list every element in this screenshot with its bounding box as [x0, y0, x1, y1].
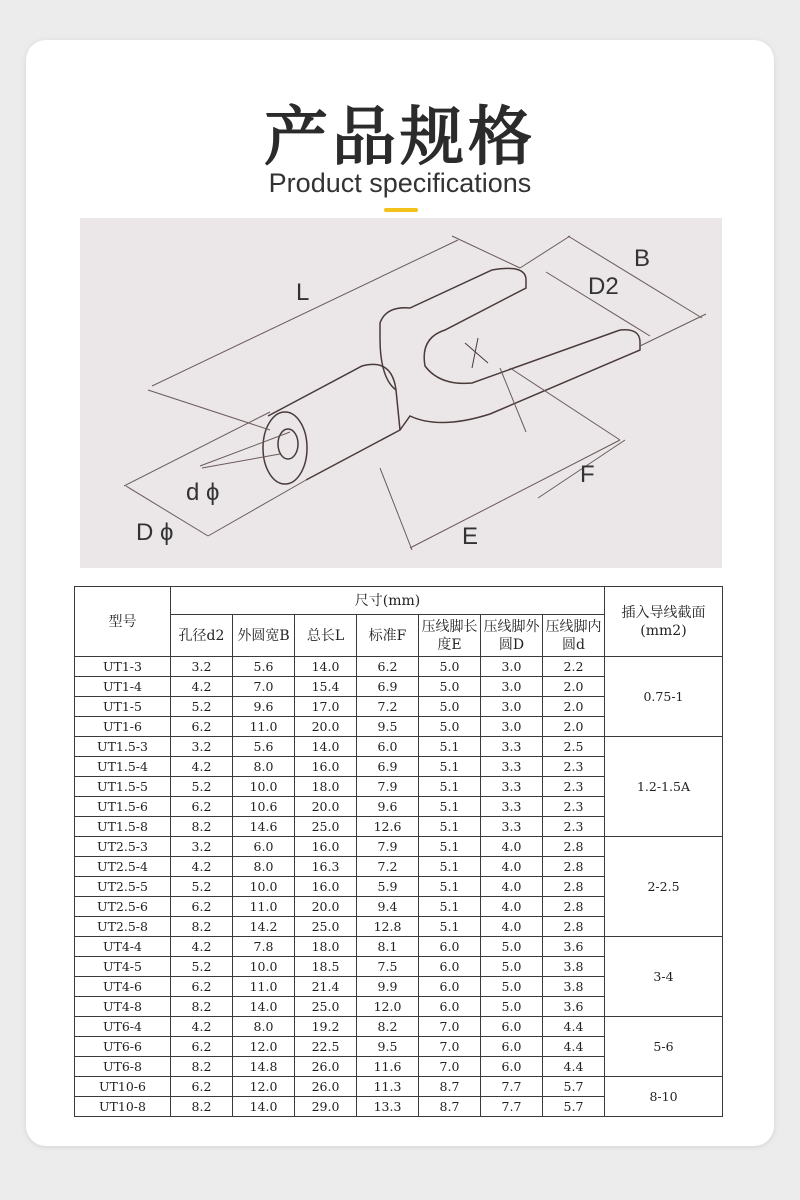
- value-cell: 4.0: [481, 877, 543, 897]
- value-cell: 7.9: [357, 837, 419, 857]
- column-header: 外圆宽B: [233, 615, 295, 657]
- value-cell: 6.0: [481, 1057, 543, 1077]
- value-cell: 15.4: [295, 677, 357, 697]
- value-cell: 20.0: [295, 797, 357, 817]
- column-header: 压线脚长度E: [419, 615, 481, 657]
- dimension-group-header: 尺寸(mm): [171, 587, 605, 615]
- value-cell: 5.1: [419, 757, 481, 777]
- value-cell: 10.0: [233, 957, 295, 977]
- value-cell: 5.7: [543, 1097, 605, 1117]
- value-cell: 5.0: [481, 977, 543, 997]
- value-cell: 4.4: [543, 1017, 605, 1037]
- value-cell: 8.2: [171, 917, 233, 937]
- value-cell: 5.0: [419, 697, 481, 717]
- value-cell: 5.2: [171, 697, 233, 717]
- table-row: [75, 1077, 723, 1097]
- value-cell: 8.2: [171, 1097, 233, 1117]
- column-header: 压线脚外圆D: [481, 615, 543, 657]
- value-cell: 8.2: [171, 817, 233, 837]
- value-cell: 11.0: [233, 897, 295, 917]
- value-cell: 7.2: [357, 857, 419, 877]
- value-cell: 14.0: [295, 657, 357, 677]
- value-cell: 18.0: [295, 937, 357, 957]
- column-header: 孔径d2: [171, 615, 233, 657]
- value-cell: 4.2: [171, 857, 233, 877]
- model-cell: UT1.5-4: [75, 757, 171, 777]
- value-cell: 2.8: [543, 877, 605, 897]
- value-cell: 9.4: [357, 897, 419, 917]
- value-cell: 12.8: [357, 917, 419, 937]
- model-cell: UT4-4: [75, 937, 171, 957]
- label-f: F: [580, 461, 595, 488]
- value-cell: 7.0: [419, 1017, 481, 1037]
- value-cell: 6.9: [357, 677, 419, 697]
- value-cell: 6.0: [419, 977, 481, 997]
- label-b: B: [634, 245, 651, 272]
- value-cell: 11.6: [357, 1057, 419, 1077]
- value-cell: 11.0: [233, 717, 295, 737]
- value-cell: 4.2: [171, 937, 233, 957]
- table-row: [75, 1017, 723, 1037]
- value-cell: 14.8: [233, 1057, 295, 1077]
- value-cell: 6.2: [357, 657, 419, 677]
- value-cell: 16.0: [295, 877, 357, 897]
- wire-section-cell: 8-10: [605, 1077, 723, 1117]
- dimension-line-d-phi: [200, 432, 290, 468]
- value-cell: 29.0: [295, 1097, 357, 1117]
- wire-section-cell: 5-6: [605, 1017, 723, 1077]
- value-cell: 3.2: [171, 657, 233, 677]
- value-cell: 5.0: [419, 677, 481, 697]
- value-cell: 5.6: [233, 657, 295, 677]
- value-cell: 3.2: [171, 837, 233, 857]
- value-cell: 5.2: [171, 877, 233, 897]
- model-cell: UT1.5-5: [75, 777, 171, 797]
- value-cell: 3.8: [543, 957, 605, 977]
- value-cell: 8.7: [419, 1097, 481, 1117]
- model-cell: UT1.5-3: [75, 737, 171, 757]
- wire-section-cell: 2-2.5: [605, 837, 723, 937]
- value-cell: 14.0: [295, 737, 357, 757]
- value-cell: 12.6: [357, 817, 419, 837]
- model-cell: UT10-8: [75, 1097, 171, 1117]
- table-row: [75, 937, 723, 957]
- column-header: 压线脚内圆d: [543, 615, 605, 657]
- value-cell: 20.0: [295, 717, 357, 737]
- value-cell: 3.8: [543, 977, 605, 997]
- value-cell: 8.0: [233, 757, 295, 777]
- value-cell: 2.0: [543, 697, 605, 717]
- value-cell: 16.0: [295, 757, 357, 777]
- value-cell: 2.0: [543, 677, 605, 697]
- value-cell: 7.5: [357, 957, 419, 977]
- value-cell: 5.0: [481, 997, 543, 1017]
- value-cell: 4.4: [543, 1057, 605, 1077]
- model-cell: UT1-6: [75, 717, 171, 737]
- value-cell: 20.0: [295, 897, 357, 917]
- value-cell: 5.1: [419, 877, 481, 897]
- value-cell: 17.0: [295, 697, 357, 717]
- value-cell: 12.0: [233, 1037, 295, 1057]
- value-cell: 3.3: [481, 817, 543, 837]
- value-cell: 9.6: [233, 697, 295, 717]
- fork-terminal-diagram: [80, 218, 722, 568]
- column-header: 总长L: [295, 615, 357, 657]
- model-cell: UT2.5-5: [75, 877, 171, 897]
- value-cell: 5.6: [233, 737, 295, 757]
- value-cell: 8.7: [419, 1077, 481, 1097]
- value-cell: 9.6: [357, 797, 419, 817]
- value-cell: 11.0: [233, 977, 295, 997]
- label-l: L: [296, 279, 310, 306]
- value-cell: 25.0: [295, 817, 357, 837]
- value-cell: 10.6: [233, 797, 295, 817]
- value-cell: 12.0: [357, 997, 419, 1017]
- label-d-phi: d ϕ: [186, 479, 220, 506]
- value-cell: 14.2: [233, 917, 295, 937]
- value-cell: 9.5: [357, 717, 419, 737]
- value-cell: 10.0: [233, 877, 295, 897]
- value-cell: 3.3: [481, 757, 543, 777]
- value-cell: 8.2: [171, 1057, 233, 1077]
- value-cell: 3.0: [481, 657, 543, 677]
- value-cell: 2.8: [543, 917, 605, 937]
- value-cell: 4.4: [543, 1037, 605, 1057]
- barrel-end-ellipse: [263, 412, 307, 484]
- value-cell: 4.0: [481, 917, 543, 937]
- value-cell: 2.3: [543, 797, 605, 817]
- value-cell: 6.0: [419, 937, 481, 957]
- model-cell: UT2.5-6: [75, 897, 171, 917]
- model-cell: UT2.5-8: [75, 917, 171, 937]
- value-cell: 2.8: [543, 857, 605, 877]
- value-cell: 3.6: [543, 997, 605, 1017]
- value-cell: 5.1: [419, 797, 481, 817]
- value-cell: 14.6: [233, 817, 295, 837]
- dimension-line-big-d-phi: [124, 412, 306, 536]
- value-cell: 14.0: [233, 997, 295, 1017]
- value-cell: 6.2: [171, 797, 233, 817]
- value-cell: 25.0: [295, 997, 357, 1017]
- value-cell: 7.2: [357, 697, 419, 717]
- value-cell: 8.2: [171, 997, 233, 1017]
- value-cell: 6.0: [481, 1017, 543, 1037]
- model-cell: UT1-4: [75, 677, 171, 697]
- value-cell: 2.8: [543, 897, 605, 917]
- value-cell: 9.9: [357, 977, 419, 997]
- value-cell: 6.0: [233, 837, 295, 857]
- value-cell: 2.3: [543, 817, 605, 837]
- value-cell: 5.9: [357, 877, 419, 897]
- value-cell: 5.1: [419, 737, 481, 757]
- value-cell: 12.0: [233, 1077, 295, 1097]
- wire-section-cell: 0.75-1: [605, 657, 723, 737]
- value-cell: 5.1: [419, 817, 481, 837]
- model-cell: UT10-6: [75, 1077, 171, 1097]
- value-cell: 6.2: [171, 717, 233, 737]
- value-cell: 5.1: [419, 837, 481, 857]
- value-cell: 8.1: [357, 937, 419, 957]
- label-d2: D2: [588, 273, 619, 300]
- table-row: [75, 837, 723, 857]
- page-title: 产品规格: [264, 101, 536, 175]
- model-cell: UT4-6: [75, 977, 171, 997]
- value-cell: 4.0: [481, 897, 543, 917]
- value-cell: 5.1: [419, 917, 481, 937]
- value-cell: 26.0: [295, 1077, 357, 1097]
- model-cell: UT4-8: [75, 997, 171, 1017]
- value-cell: 5.2: [171, 957, 233, 977]
- value-cell: 7.0: [419, 1057, 481, 1077]
- model-cell: UT1.5-6: [75, 797, 171, 817]
- hole-center-mark: [465, 338, 488, 368]
- value-cell: 6.0: [419, 997, 481, 1017]
- column-header: 标准F: [357, 615, 419, 657]
- value-cell: 4.2: [171, 757, 233, 777]
- value-cell: 4.2: [171, 1017, 233, 1037]
- terminal-dimension-drawing: [80, 218, 722, 568]
- value-cell: 7.8: [233, 937, 295, 957]
- value-cell: 7.0: [419, 1037, 481, 1057]
- spec-table: [74, 586, 723, 1117]
- wire-section-cell: 1.2-1.5A: [605, 737, 723, 837]
- model-cell: UT2.5-3: [75, 837, 171, 857]
- value-cell: 5.2: [171, 777, 233, 797]
- value-cell: 11.3: [357, 1077, 419, 1097]
- value-cell: 6.2: [171, 977, 233, 997]
- value-cell: 16.3: [295, 857, 357, 877]
- value-cell: 3.0: [481, 717, 543, 737]
- value-cell: 6.9: [357, 757, 419, 777]
- value-cell: 8.0: [233, 857, 295, 877]
- value-cell: 5.1: [419, 857, 481, 877]
- value-cell: 19.2: [295, 1017, 357, 1037]
- value-cell: 2.2: [543, 657, 605, 677]
- model-cell: UT6-4: [75, 1017, 171, 1037]
- label-big-d-phi: D ϕ: [136, 519, 174, 546]
- value-cell: 6.0: [419, 957, 481, 977]
- page-subtitle: Product specifications: [268, 168, 532, 198]
- value-cell: 3.3: [481, 777, 543, 797]
- dimension-line-e: [380, 440, 620, 550]
- title-accent-bar: [384, 208, 418, 212]
- value-cell: 5.0: [481, 937, 543, 957]
- value-cell: 13.3: [357, 1097, 419, 1117]
- model-cell: UT1-3: [75, 657, 171, 677]
- value-cell: 3.0: [481, 697, 543, 717]
- value-cell: 3.3: [481, 737, 543, 757]
- barrel-body: [268, 364, 400, 480]
- value-cell: 7.0: [233, 677, 295, 697]
- value-cell: 25.0: [295, 917, 357, 937]
- table-row: [75, 657, 723, 677]
- value-cell: 2.8: [543, 837, 605, 857]
- value-cell: 7.7: [481, 1097, 543, 1117]
- value-cell: 10.0: [233, 777, 295, 797]
- label-e: E: [462, 523, 479, 550]
- value-cell: 6.2: [171, 1077, 233, 1097]
- model-cell: UT1.5-8: [75, 817, 171, 837]
- value-cell: 21.4: [295, 977, 357, 997]
- value-cell: 7.9: [357, 777, 419, 797]
- value-cell: 2.3: [543, 777, 605, 797]
- model-cell: UT2.5-4: [75, 857, 171, 877]
- value-cell: 6.2: [171, 897, 233, 917]
- value-cell: 3.3: [481, 797, 543, 817]
- value-cell: 8.0: [233, 1017, 295, 1037]
- dimension-line-l: [148, 236, 520, 430]
- value-cell: 3.6: [543, 937, 605, 957]
- value-cell: 3.0: [481, 677, 543, 697]
- dimension-line-f: [500, 368, 625, 498]
- value-cell: 8.2: [357, 1017, 419, 1037]
- model-cell: UT4-5: [75, 957, 171, 977]
- model-cell: UT6-8: [75, 1057, 171, 1077]
- value-cell: 4.0: [481, 837, 543, 857]
- model-cell: UT1-5: [75, 697, 171, 717]
- value-cell: 7.7: [481, 1077, 543, 1097]
- barrel-hole-ellipse: [278, 429, 298, 459]
- value-cell: 6.2: [171, 1037, 233, 1057]
- value-cell: 5.1: [419, 777, 481, 797]
- value-cell: 5.1: [419, 897, 481, 917]
- value-cell: 5.7: [543, 1077, 605, 1097]
- value-cell: 4.0: [481, 857, 543, 877]
- value-cell: 16.0: [295, 837, 357, 857]
- value-cell: 2.3: [543, 757, 605, 777]
- value-cell: 4.2: [171, 677, 233, 697]
- model-cell: UT6-6: [75, 1037, 171, 1057]
- value-cell: 18.0: [295, 777, 357, 797]
- value-cell: 2.5: [543, 737, 605, 757]
- wire-section-header: 插入导线截面(mm2): [605, 587, 723, 657]
- value-cell: 6.0: [357, 737, 419, 757]
- value-cell: 9.5: [357, 1037, 419, 1057]
- value-cell: 18.5: [295, 957, 357, 977]
- value-cell: 26.0: [295, 1057, 357, 1077]
- value-cell: 5.0: [419, 717, 481, 737]
- model-header: 型号: [75, 587, 171, 657]
- value-cell: 5.0: [481, 957, 543, 977]
- value-cell: 5.0: [419, 657, 481, 677]
- wire-section-cell: 3-4: [605, 937, 723, 1017]
- value-cell: 22.5: [295, 1037, 357, 1057]
- value-cell: 2.0: [543, 717, 605, 737]
- value-cell: 6.0: [481, 1037, 543, 1057]
- value-cell: 3.2: [171, 737, 233, 757]
- value-cell: 14.0: [233, 1097, 295, 1117]
- table-row: [75, 737, 723, 757]
